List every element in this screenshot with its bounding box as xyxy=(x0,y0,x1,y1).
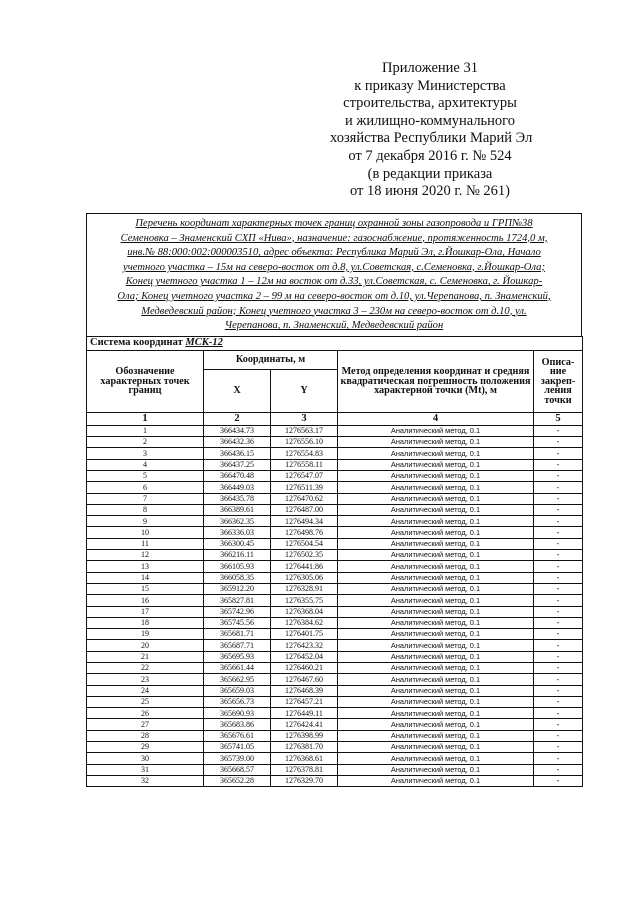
coord-y: 1276384.62 xyxy=(271,617,338,628)
method-cell: Аналитический метод, 0.1 xyxy=(338,437,534,448)
point-number: 10 xyxy=(87,527,204,538)
coord-x: 366432.36 xyxy=(204,437,271,448)
coord-y: 1276398.99 xyxy=(271,730,338,741)
method-cell: Аналитический метод, 0.1 xyxy=(338,561,534,572)
method-cell: Аналитический метод, 0.1 xyxy=(338,595,534,606)
title-line: инв.№ 88:000:002:000003510, адрес объекта: Республика Марий Эл, г.Йошкар-Ола, Начало xyxy=(127,247,541,259)
coord-y: 1276547.07 xyxy=(271,470,338,481)
coord-x: 365652.28 xyxy=(204,775,271,786)
header-x: X xyxy=(204,369,271,412)
point-number: 5 xyxy=(87,470,204,481)
point-number: 26 xyxy=(87,708,204,719)
title-line: Ола; Конец учетного участка 2 – 99 м на северо-восток от д.10, ул.Черепанова, п. Знаменский, xyxy=(117,290,551,302)
coord-y: 1276368.61 xyxy=(271,753,338,764)
coord-y: 1276423.32 xyxy=(271,640,338,651)
coord-y: 1276328.91 xyxy=(271,583,338,594)
point-number: 27 xyxy=(87,719,204,730)
coord-x: 365827.81 xyxy=(204,595,271,606)
table-row xyxy=(87,561,583,572)
point-number: 6 xyxy=(87,482,204,493)
table-row xyxy=(87,527,583,538)
point-number: 23 xyxy=(87,674,204,685)
coord-x: 365683.86 xyxy=(204,719,271,730)
coordinates-document xyxy=(86,213,582,787)
column-number-row xyxy=(87,412,583,425)
coord-x: 365742.96 xyxy=(204,606,271,617)
coord-y: 1276378.81 xyxy=(271,764,338,775)
description-cell: - xyxy=(534,437,583,448)
coordinate-system-name: МСК-12 xyxy=(185,337,223,349)
coord-y: 1276470.62 xyxy=(271,493,338,504)
description-cell: - xyxy=(534,561,583,572)
coord-y: 1276468.39 xyxy=(271,685,338,696)
table-row xyxy=(87,708,583,719)
column-number: 3 xyxy=(271,412,338,425)
point-number: 31 xyxy=(87,764,204,775)
point-number: 29 xyxy=(87,742,204,753)
point-number: 2 xyxy=(87,437,204,448)
coord-y: 1276502.35 xyxy=(271,550,338,561)
description-cell: - xyxy=(534,459,583,470)
column-number: 5 xyxy=(534,412,583,425)
table-row xyxy=(87,617,583,628)
method-cell: Аналитический метод, 0.1 xyxy=(338,482,534,493)
method-cell: Аналитический метод, 0.1 xyxy=(338,459,534,470)
method-cell: Аналитический метод, 0.1 xyxy=(338,504,534,515)
coord-y: 1276467.60 xyxy=(271,674,338,685)
description-cell: - xyxy=(534,516,583,527)
point-number: 30 xyxy=(87,753,204,764)
method-cell: Аналитический метод, 0.1 xyxy=(338,730,534,741)
coord-x: 366434.73 xyxy=(204,425,271,436)
coord-x: 366216.11 xyxy=(204,550,271,561)
coord-x: 366437.25 xyxy=(204,459,271,470)
column-number: 4 xyxy=(338,412,534,425)
title-line: учетного участка – 15м на северо-восток от д.8, ул.Советская, с.Семеновка, г.Йошкар-Ола; xyxy=(123,261,545,273)
description-cell: - xyxy=(534,753,583,764)
point-number: 25 xyxy=(87,696,204,707)
description-cell: - xyxy=(534,708,583,719)
coord-y: 1276449.11 xyxy=(271,708,338,719)
table-row xyxy=(87,538,583,549)
method-cell: Аналитический метод, 0.1 xyxy=(338,572,534,583)
header-line: и жилищно-коммунального xyxy=(344,112,516,129)
description-cell: - xyxy=(534,629,583,640)
document-title xyxy=(86,213,582,336)
method-cell: Аналитический метод, 0.1 xyxy=(338,629,534,640)
appendix-header xyxy=(330,60,533,201)
table-row xyxy=(87,504,583,515)
description-cell: - xyxy=(534,425,583,436)
header-line: от 18 июня 2020 г. № 261) xyxy=(349,183,511,200)
method-cell: Аналитический метод, 0.1 xyxy=(338,719,534,730)
header-line: хозяйства Республики Марий Эл xyxy=(330,130,533,147)
point-number: 22 xyxy=(87,662,204,673)
coord-x: 366449.03 xyxy=(204,482,271,493)
description-cell: - xyxy=(534,685,583,696)
coord-y: 1276381.70 xyxy=(271,742,338,753)
table-row xyxy=(87,674,583,685)
coord-y: 1276554.83 xyxy=(271,448,338,459)
coord-x: 365690.93 xyxy=(204,708,271,719)
description-cell: - xyxy=(534,527,583,538)
header-designation: Обозначение характерных точек границ xyxy=(87,350,204,412)
method-cell: Аналитический метод, 0.1 xyxy=(338,764,534,775)
table-row xyxy=(87,595,583,606)
coord-y: 1276498.76 xyxy=(271,527,338,538)
coord-y: 1276487.00 xyxy=(271,504,338,515)
table-row xyxy=(87,696,583,707)
method-cell: Аналитический метод, 0.1 xyxy=(338,775,534,786)
column-number: 2 xyxy=(204,412,271,425)
point-number: 19 xyxy=(87,629,204,640)
description-cell: - xyxy=(534,730,583,741)
table-row xyxy=(87,437,583,448)
coord-x: 366435.78 xyxy=(204,493,271,504)
point-number: 11 xyxy=(87,538,204,549)
description-cell: - xyxy=(534,606,583,617)
coord-x: 365676.61 xyxy=(204,730,271,741)
method-cell: Аналитический метод, 0.1 xyxy=(338,617,534,628)
table-row xyxy=(87,629,583,640)
coord-x: 365661.44 xyxy=(204,662,271,673)
table-row xyxy=(87,448,583,459)
coord-y: 1276511.39 xyxy=(271,482,338,493)
coord-y: 1276441.86 xyxy=(271,561,338,572)
coord-y: 1276494.34 xyxy=(271,516,338,527)
method-cell: Аналитический метод, 0.1 xyxy=(338,470,534,481)
point-number: 12 xyxy=(87,550,204,561)
coord-x: 365662.95 xyxy=(204,674,271,685)
point-number: 16 xyxy=(87,595,204,606)
coord-x: 365912.20 xyxy=(204,583,271,594)
title-line: Черепанова, п. Знаменский, Медведевский район xyxy=(224,320,444,332)
coord-y: 1276556.10 xyxy=(271,437,338,448)
header-method: Метод определения координат и средняя квадратическая погрешность положения характерной точки (Mt), м xyxy=(338,350,534,412)
description-cell: - xyxy=(534,482,583,493)
method-cell: Аналитический метод, 0.1 xyxy=(338,516,534,527)
header-coordinates: Координаты, м xyxy=(204,350,338,369)
table-row xyxy=(87,482,583,493)
header-line: от 7 декабря 2016 г. № 524 xyxy=(348,147,512,164)
point-number: 8 xyxy=(87,504,204,515)
coord-x: 366300.45 xyxy=(204,538,271,549)
table-row xyxy=(87,764,583,775)
point-number: 18 xyxy=(87,617,204,628)
header-y: Y xyxy=(271,369,338,412)
table-row xyxy=(87,730,583,741)
coord-x: 365681.71 xyxy=(204,629,271,640)
point-number: 4 xyxy=(87,459,204,470)
coord-y: 1276401.75 xyxy=(271,629,338,640)
table-row xyxy=(87,753,583,764)
coord-y: 1276563.17 xyxy=(271,425,338,436)
title-line: Конец учетного участка 1 – 12м на восток от д.33, ул.Советская, с. Семеновка, г. Йошкар- xyxy=(125,276,543,288)
description-cell: - xyxy=(534,662,583,673)
coord-y: 1276457.21 xyxy=(271,696,338,707)
description-cell: - xyxy=(534,448,583,459)
coord-x: 365687.71 xyxy=(204,640,271,651)
description-cell: - xyxy=(534,504,583,515)
method-cell: Аналитический метод, 0.1 xyxy=(338,685,534,696)
coord-y: 1276329.70 xyxy=(271,775,338,786)
coord-x: 366470.48 xyxy=(204,470,271,481)
method-cell: Аналитический метод, 0.1 xyxy=(338,583,534,594)
point-number: 17 xyxy=(87,606,204,617)
description-cell: - xyxy=(534,764,583,775)
method-cell: Аналитический метод, 0.1 xyxy=(338,448,534,459)
table-row xyxy=(87,425,583,436)
method-cell: Аналитический метод, 0.1 xyxy=(338,538,534,549)
coord-x: 365739.00 xyxy=(204,753,271,764)
point-number: 20 xyxy=(87,640,204,651)
description-cell: - xyxy=(534,538,583,549)
coord-x: 366336.03 xyxy=(204,527,271,538)
coordinate-system xyxy=(87,336,583,350)
coord-x: 366105.93 xyxy=(204,561,271,572)
method-cell: Аналитический метод, 0.1 xyxy=(338,425,534,436)
table-row xyxy=(87,662,583,673)
table-row xyxy=(87,742,583,753)
coordinates-table xyxy=(86,336,583,788)
coord-y: 1276305.06 xyxy=(271,572,338,583)
description-cell: - xyxy=(534,775,583,786)
title-line: Перечень координат характерных точек границ охранной зоны газопровода и ГРП№38 xyxy=(135,218,533,229)
method-cell: Аналитический метод, 0.1 xyxy=(338,662,534,673)
coord-y: 1276424.41 xyxy=(271,719,338,730)
coord-x: 366058.35 xyxy=(204,572,271,583)
description-cell: - xyxy=(534,617,583,628)
method-cell: Аналитический метод, 0.1 xyxy=(338,550,534,561)
point-number: 28 xyxy=(87,730,204,741)
coord-y: 1276355.75 xyxy=(271,595,338,606)
description-cell: - xyxy=(534,470,583,481)
description-cell: - xyxy=(534,493,583,504)
method-cell: Аналитический метод, 0.1 xyxy=(338,674,534,685)
description-cell: - xyxy=(534,651,583,662)
table-row xyxy=(87,572,583,583)
coord-x: 365668.57 xyxy=(204,764,271,775)
method-cell: Аналитический метод, 0.1 xyxy=(338,493,534,504)
coordinate-system-row xyxy=(87,336,583,350)
description-cell: - xyxy=(534,719,583,730)
coord-x: 365695.93 xyxy=(204,651,271,662)
method-cell: Аналитический метод, 0.1 xyxy=(338,696,534,707)
table-row xyxy=(87,775,583,786)
point-number: 3 xyxy=(87,448,204,459)
table-row xyxy=(87,719,583,730)
table-row xyxy=(87,640,583,651)
header-row xyxy=(87,350,583,369)
point-number: 13 xyxy=(87,561,204,572)
title-line: Медведевский район; Конец учетного участка 3 – 230м на северо-восток от д.10, ул. xyxy=(141,305,527,317)
coord-x: 366362.35 xyxy=(204,516,271,527)
point-number: 24 xyxy=(87,685,204,696)
coord-y: 1276504.54 xyxy=(271,538,338,549)
description-cell: - xyxy=(534,572,583,583)
point-number: 32 xyxy=(87,775,204,786)
point-number: 15 xyxy=(87,583,204,594)
method-cell: Аналитический метод, 0.1 xyxy=(338,606,534,617)
coord-x: 366389.61 xyxy=(204,504,271,515)
header-line: к приказу Министерства xyxy=(354,77,506,94)
description-cell: - xyxy=(534,550,583,561)
header-line: строительства, архитектуры xyxy=(343,95,517,112)
coord-y: 1276460.21 xyxy=(271,662,338,673)
table-row xyxy=(87,459,583,470)
coord-x: 365659.03 xyxy=(204,685,271,696)
column-number: 1 xyxy=(87,412,204,425)
method-cell: Аналитический метод, 0.1 xyxy=(338,753,534,764)
header-line: (в редакции приказа xyxy=(367,165,493,182)
coord-y: 1276452.04 xyxy=(271,651,338,662)
coord-y: 1276368.04 xyxy=(271,606,338,617)
method-cell: Аналитический метод, 0.1 xyxy=(338,640,534,651)
description-cell: - xyxy=(534,583,583,594)
table-row xyxy=(87,516,583,527)
table-row xyxy=(87,651,583,662)
description-cell: - xyxy=(534,696,583,707)
point-number: 9 xyxy=(87,516,204,527)
coord-y: 1276558.11 xyxy=(271,459,338,470)
point-number: 7 xyxy=(87,493,204,504)
point-number: 1 xyxy=(87,425,204,436)
table-row xyxy=(87,685,583,696)
method-cell: Аналитический метод, 0.1 xyxy=(338,742,534,753)
coord-x: 366436.15 xyxy=(204,448,271,459)
coord-x: 365745.56 xyxy=(204,617,271,628)
method-cell: Аналитический метод, 0.1 xyxy=(338,651,534,662)
description-cell: - xyxy=(534,595,583,606)
header-line: Приложение 31 xyxy=(382,60,478,76)
point-number: 21 xyxy=(87,651,204,662)
coord-x: 365741.05 xyxy=(204,742,271,753)
method-cell: Аналитический метод, 0.1 xyxy=(338,708,534,719)
table-row xyxy=(87,606,583,617)
coordinate-system-label: Система координат xyxy=(90,337,183,349)
description-cell: - xyxy=(534,674,583,685)
description-cell: - xyxy=(534,640,583,651)
description-cell: - xyxy=(534,742,583,753)
table-row xyxy=(87,470,583,481)
table-row xyxy=(87,583,583,594)
table-row xyxy=(87,493,583,504)
coord-x: 365656.73 xyxy=(204,696,271,707)
title-line: Семеновка – Знаменский СХП «Нива», назначение: газоснабжение, протяженность 1724,0 м, xyxy=(120,232,548,244)
point-number: 14 xyxy=(87,572,204,583)
header-description: Описа-ние закреп-ления точки xyxy=(534,350,583,412)
method-cell: Аналитический метод, 0.1 xyxy=(338,527,534,538)
table-row xyxy=(87,550,583,561)
